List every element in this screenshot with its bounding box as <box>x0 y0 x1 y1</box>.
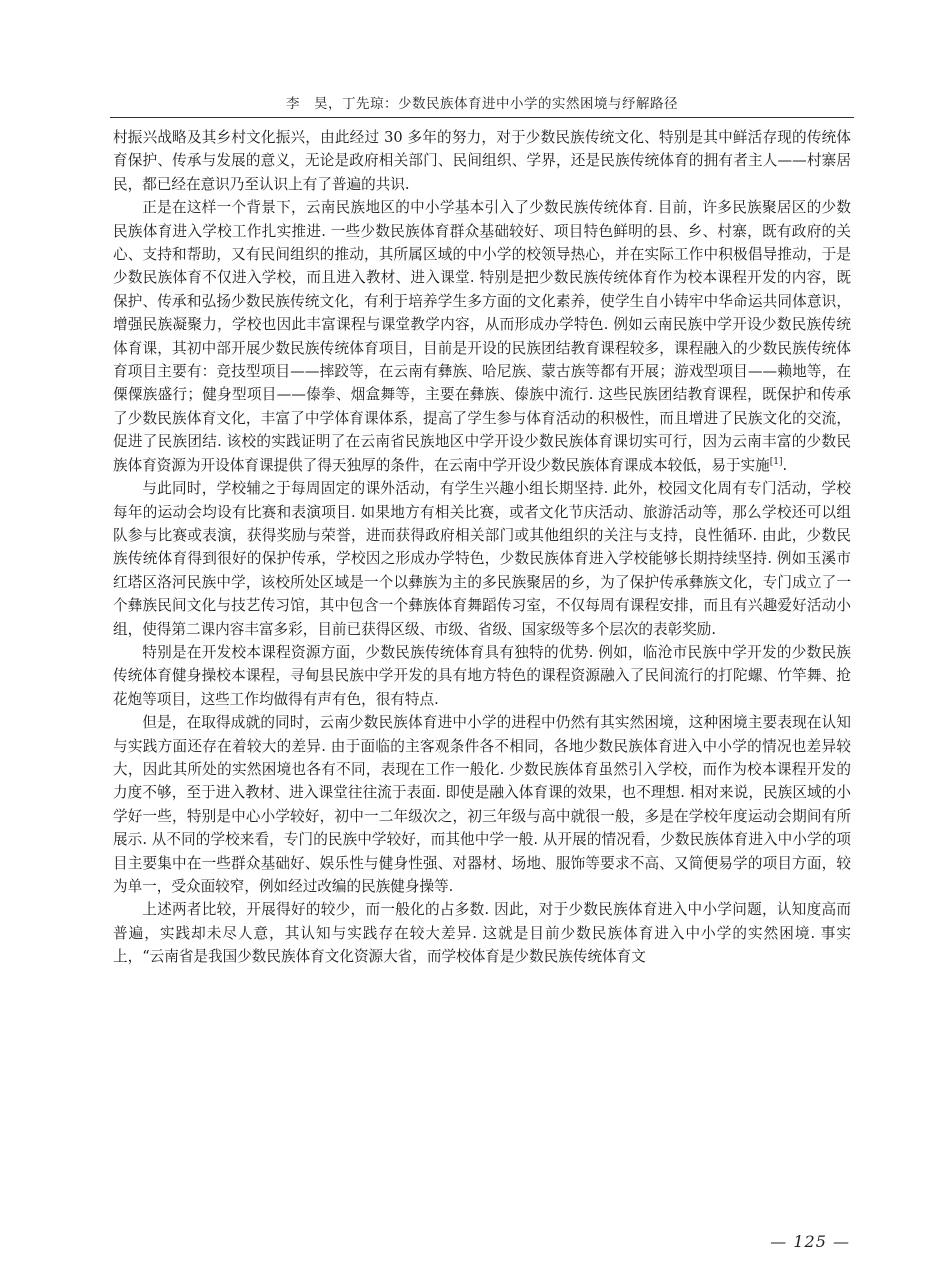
article-body <box>113 126 851 969</box>
paragraph-tail: . <box>782 456 788 474</box>
paragraph: 但是，在取得成就的同时，云南少数民族体育进中小学的进程中仍然有其实然困境，这种困境主要表现在认知与实践方面还存在着较大的差异. 由于面临的主客观条件各不相同，各地少数民族体育进入中小学的情况也差异较大，因此其所处的实然困境也各有不同，表现在工作一般化. 少数民族体育虽然引入学校，而作为校本课程开发的力度不够，至于进入教材、进入课堂往往流于表面. 即使是融入体育课的效果，也不理想. 相对来说，民族区域的小学好一些，特别是中心小学较好，初中一二年级次之，初三年级与高中就很一般，多是在学校年度运动会期间有所展示. 从不同的学校来看，专门的民族中学较好，而其他中学一般. 从开展的情况看，少数民族体育进入中小学的项目主要集中在一些群众基础好、娱乐性与健身性强、对器材、场地、服饰等要求不高、又简便易学的项目方面，较为单一，受众面较窄，例如经过改编的民族健身操等. <box>113 714 851 895</box>
paragraph: 特别是在开发校本课程资源方面，少数民族传统体育具有独特的优势. 例如，临沧市民族中学开发的少数民族传统体育健身操校本课程，寻甸县民族中学开发的具有地方特色的课程资源融入了民间流行的打陀螺、竹竿舞、抢花炮等项目，这些工作均做得有声有色，很有特点. <box>113 643 851 708</box>
header-rule <box>110 117 854 118</box>
paragraph: 上述两者比较，开展得好的较少，而一般化的占多数. 因此，对于少数民族体育进入中小学问题，认知度高而普遍，实践却未尽人意，其认知与实践存在较大差异. 这就是目前少数民族体育进入中小学的实然困境. 事实上，“云南省是我国少数民族体育文化资源大省，而学校体育是少数民族传统体育文 <box>113 901 851 966</box>
citation-ref[interactable]: [1] <box>769 456 783 467</box>
page-number: — 125 — <box>770 1232 850 1251</box>
running-header: 李 昊，丁先琼：少数民族体育进中小学的实然困境与纾解路径 <box>286 96 678 112</box>
paragraph-text: 正是在这样一个背景下，云南民族地区的中小学基本引入了少数民族传统体育. 目前，许多民族聚居区的少数民族体育进入学校工作扎实推进. 一些少数民族体育群众基础较好、项目特色鲜明的县、乡、村寨，既有政府的关心、支持和帮助，又有民间组织的推动，其所属区域的中小学的校领导热心，并在实际工作中积极倡导推动，于是少数民族体育不仅进入学校，而且进入教材、进入课堂. 特别是把少数民族传统体育作为校本课程开发的内容，既保护、传承和弘扬少数民族传统文化，有利于培养学生多方面的文化素养，使学生自小铸牢中华命运共同体意识，增强民族凝聚力，学校也因此丰富课程与课堂教学内容，从而形成办学特色. 例如云南民族中学开设少数民族传统体育课，其初中部开展少数民族传统体育项目，目前是开设的民族团结教育课程较多，课程融入的少数民族传统体育项目主要有：竞技型项目——摔跤等，在云南有彝族、哈尼族、蒙古族等都有开展；游戏型项目——赖地等，在傈僳族盛行；健身型项目——傣拳、烟盒舞等，主要在彝族、傣族中流行. 这些民族团结教育课程，既保护和传承了少数民族体育文化，丰富了中学体育课体系，提高了学生参与体育活动的积极性，而且增进了民族文化的交流，促进了民族团结. 该校的实践证明了在云南省民族地区中学开设少数民族体育课切实可行，因为云南丰富的少数民族体育资源为开设体育课提供了得天独厚的条件，在云南中学开设少数民族体育课成本较低，易于实施 <box>113 199 851 474</box>
paragraph: 与此同时，学校辅之于每周固定的课外活动，有学生兴趣小组长期坚持. 此外，校园文化周有专门活动，学校每年的运动会均设有比赛和表演项目. 如果地方有相关比赛，或者文化节庆活动、旅游活动等，那么学校还可以组队参与比赛或表演，获得奖励与荣誉，进而获得政府相关部门或其他组织的关注与支持，良性循环. 由此，少数民族传统体育得到很好的保护传承，学校因之形成办学特色，少数民族体育进入学校能够长期持续坚持. 例如玉溪市红塔区洛河民族中学，该校所处区域是一个以彝族为主的多民族聚居的乡，为了保护传承彝族文化，专门成立了一个彝族民间文化与技艺传习馆，其中包含一个彝族体育舞蹈传习室，不仅每周有课程安排，而且有兴趣爱好活动小组，使得第二课内容丰富多彩，目前已获得区级、市级、省级、国家级等多个层次的表彰奖励. <box>113 480 851 638</box>
paragraph <box>113 196 851 477</box>
paragraph-continuation: 村振兴战略及其乡村文化振兴，由此经过 30 多年的努力，对于少数民族传统文化、特别是其中鲜活存现的传统体育保护、传承与发展的意义，无论是政府相关部门、民间组织、学界，还是民族传统体育的拥有者主人——村寨居民，都已经在意识乃至认识上有了普遍的共识. <box>113 129 851 193</box>
